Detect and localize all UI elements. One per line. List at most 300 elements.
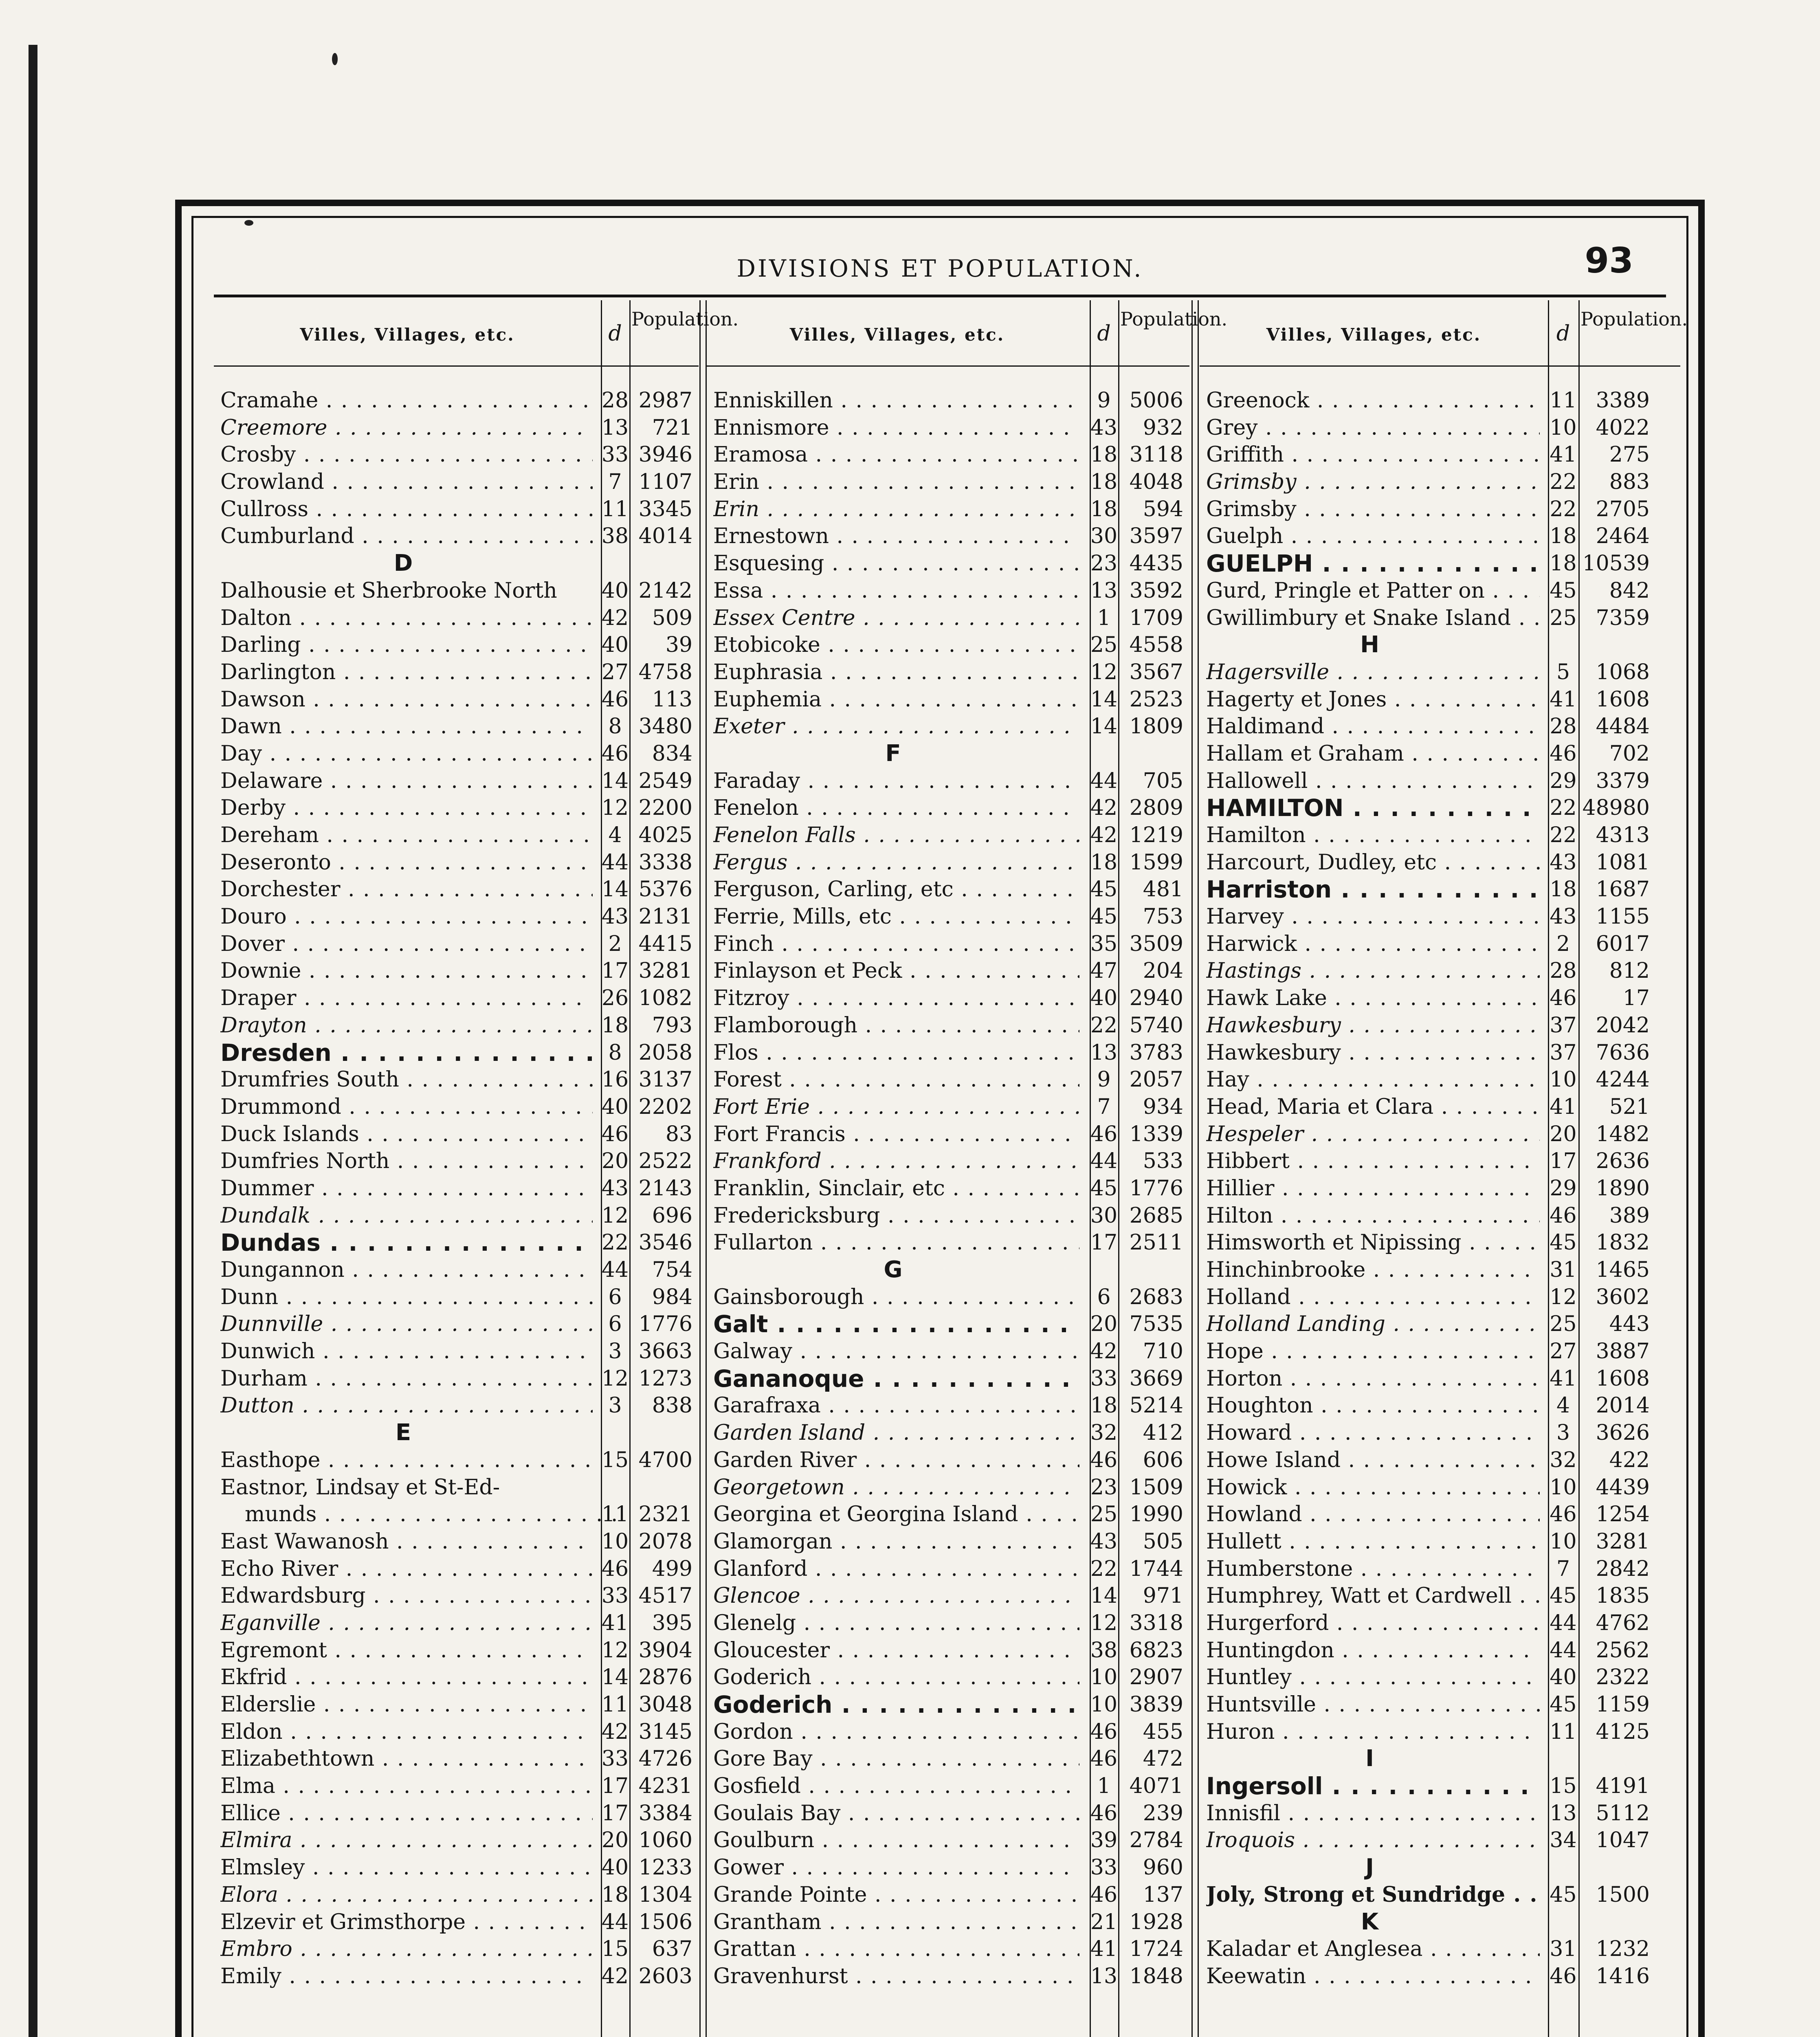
population-value: 422 xyxy=(1609,1447,1650,1472)
population-value: 5376 xyxy=(638,877,692,902)
section-letter: H xyxy=(1360,631,1379,658)
table-row xyxy=(214,469,699,496)
district-number: 33 xyxy=(1090,1855,1118,1880)
population-value: 606 xyxy=(1143,1447,1183,1472)
district-number: 18 xyxy=(1090,497,1118,521)
place-name: Flamborough . . . xyxy=(713,1012,1079,1039)
population-value: 2636 xyxy=(1596,1149,1650,1174)
district-number: 6 xyxy=(608,1285,622,1309)
population-value: 2685 xyxy=(1129,1203,1183,1228)
place-name: Gravenhurst . . . xyxy=(713,1963,1079,1990)
population-value: 3345 xyxy=(638,497,692,521)
table-row xyxy=(214,1691,699,1718)
district-number: 44 xyxy=(1090,768,1118,793)
population-value: 3379 xyxy=(1596,768,1650,793)
district-number: 11 xyxy=(1550,388,1577,413)
population-value: 4758 xyxy=(638,660,692,684)
place-name: Dover . . . xyxy=(220,931,593,958)
population-value: 3546 xyxy=(638,1230,692,1255)
district-number: 41 xyxy=(1090,1937,1118,1962)
district-number: 14 xyxy=(1090,1584,1118,1608)
table-row xyxy=(214,1936,699,1963)
place-name: Eganville . . . xyxy=(220,1610,593,1637)
place-name: Goderich . . . xyxy=(713,1664,1079,1691)
population-value: 1060 xyxy=(638,1828,692,1853)
population-value: 1304 xyxy=(638,1882,692,1907)
district-number: 42 xyxy=(601,605,629,630)
population-value: 3145 xyxy=(638,1719,692,1744)
section-letter: E xyxy=(395,1419,411,1446)
population-value: 812 xyxy=(1609,959,1650,983)
population-value: 3602 xyxy=(1596,1285,1650,1309)
population-value: 696 xyxy=(652,1203,692,1228)
table-row xyxy=(1200,1528,1680,1555)
place-name: Harcourt, Dudley, etc . . . xyxy=(1206,849,1540,876)
section-letter-row xyxy=(707,1256,1189,1284)
population-value: 705 xyxy=(1143,768,1183,793)
population-value: 3318 xyxy=(1129,1610,1183,1635)
header-name: Villes, Villages, etc. xyxy=(1266,325,1481,345)
place-name: Gloucester . . . xyxy=(713,1637,1079,1664)
table-row xyxy=(1200,822,1680,849)
table-row xyxy=(214,1610,699,1637)
table-row xyxy=(707,1311,1189,1338)
population-value: 1232 xyxy=(1596,1937,1650,1962)
district-number: 41 xyxy=(1550,687,1577,712)
table-row xyxy=(1200,849,1680,876)
district-number: 25 xyxy=(1090,633,1118,658)
population-value: 4025 xyxy=(638,823,692,847)
table-row xyxy=(707,876,1189,903)
population-value: 1233 xyxy=(638,1855,692,1880)
place-name: Hibbert . . . xyxy=(1206,1148,1540,1175)
district-number: 18 xyxy=(1550,877,1577,902)
district-number: 46 xyxy=(1550,1964,1577,1989)
district-number: 31 xyxy=(1550,1258,1577,1282)
district-number: 18 xyxy=(1090,442,1118,467)
district-number: 43 xyxy=(601,1176,629,1201)
table-row xyxy=(707,1066,1189,1093)
district-number: 12 xyxy=(1550,1285,1577,1309)
population-value: 1835 xyxy=(1596,1584,1650,1608)
population-value: 2464 xyxy=(1596,524,1650,549)
district-number: 17 xyxy=(1090,1230,1118,1255)
table-row xyxy=(214,631,699,659)
population-value: 1832 xyxy=(1596,1230,1650,1255)
district-number: 43 xyxy=(1090,415,1118,440)
place-name: Fitzroy . . . xyxy=(713,985,1079,1012)
district-number: 33 xyxy=(601,442,629,467)
district-number: 2 xyxy=(608,931,622,956)
place-name: Holland Landing . . . xyxy=(1206,1311,1540,1338)
table-row xyxy=(214,768,699,795)
place-name: Hullett . . . xyxy=(1206,1528,1540,1555)
place-name: Howard . . . xyxy=(1206,1419,1540,1447)
table-row xyxy=(214,1745,699,1773)
place-name: Fort Erie . . . xyxy=(713,1093,1079,1121)
population-value: 3626 xyxy=(1596,1421,1650,1445)
place-name: Euphrasia . . . xyxy=(713,659,1079,686)
district-number: 22 xyxy=(1550,823,1577,847)
place-name: Drumfries South . . . xyxy=(220,1066,593,1093)
population-value: 1509 xyxy=(1129,1475,1183,1500)
place-name: Durham . . . xyxy=(220,1365,593,1392)
table-row xyxy=(707,1474,1189,1501)
table-row xyxy=(1200,931,1680,958)
table-row xyxy=(214,387,699,414)
place-name: Hilton . . . xyxy=(1206,1202,1540,1230)
district-number: 17 xyxy=(601,1774,629,1799)
place-name: Grimsby . . . xyxy=(1206,496,1540,523)
place-name: Glamorgan . . . xyxy=(713,1528,1079,1555)
population-value: 455 xyxy=(1143,1719,1183,1744)
population-value: 3118 xyxy=(1129,442,1183,467)
place-name: Dorchester . . . xyxy=(220,876,593,903)
district-number: 45 xyxy=(1550,1882,1577,1907)
place-name: Huntingdon . . . xyxy=(1206,1637,1540,1664)
population-value: 4762 xyxy=(1596,1610,1650,1635)
table-row xyxy=(707,713,1189,740)
place-name: Erin . . . xyxy=(713,469,1079,496)
place-name: Dalton . . . xyxy=(220,605,593,632)
table-row xyxy=(214,1773,699,1800)
place-name: Hespeler . . . xyxy=(1206,1121,1540,1148)
place-name: Echo River . . . xyxy=(220,1555,593,1583)
district-number: 14 xyxy=(601,1665,629,1690)
district-number: 45 xyxy=(1550,1584,1577,1608)
population-value: 1107 xyxy=(638,470,692,495)
population-value: 5740 xyxy=(1129,1013,1183,1038)
place-name: Dalhousie et Sherbrooke North xyxy=(220,578,557,603)
population-value: 3281 xyxy=(638,959,692,983)
district-number: 32 xyxy=(1550,1447,1577,1472)
population-value: 2603 xyxy=(638,1964,692,1989)
section-letter: K xyxy=(1361,1908,1379,1935)
table-row xyxy=(214,1039,699,1067)
table-row xyxy=(214,1827,699,1854)
district-number: 12 xyxy=(1090,660,1118,684)
table-row xyxy=(707,605,1189,632)
table-row xyxy=(214,1012,699,1039)
place-name: Ferguson, Carling, etc . . . xyxy=(713,876,1079,903)
population-value: 1709 xyxy=(1129,605,1183,630)
place-name: Embro . . . xyxy=(220,1936,593,1963)
population-value: 4125 xyxy=(1596,1719,1650,1744)
place-name: Keewatin . . . xyxy=(1206,1963,1540,1990)
table-row xyxy=(1200,1121,1680,1148)
place-name: munds . . . xyxy=(220,1501,617,1528)
table-row xyxy=(707,1610,1189,1637)
place-name: Essa . . . xyxy=(713,577,1079,605)
section-letter-row xyxy=(1200,631,1680,659)
table-row xyxy=(214,1528,699,1555)
population-value: 395 xyxy=(652,1610,692,1635)
district-number: 15 xyxy=(601,1937,629,1962)
population-value: 2784 xyxy=(1129,1828,1183,1853)
district-number: 17 xyxy=(601,959,629,983)
place-name: Hastings . . . xyxy=(1206,957,1540,985)
place-name: Gower . . . xyxy=(713,1854,1079,1881)
district-number: 46 xyxy=(1090,1719,1118,1744)
table-row xyxy=(707,1121,1189,1148)
population-value: 4231 xyxy=(638,1774,692,1799)
population-value: 3946 xyxy=(638,442,692,467)
table-row xyxy=(707,523,1189,550)
table-row xyxy=(707,1175,1189,1202)
place-name: Grande Pointe . . . xyxy=(713,1881,1079,1909)
table-row xyxy=(1200,605,1680,632)
district-number: 15 xyxy=(1550,1774,1577,1799)
header-district: d xyxy=(608,321,622,346)
population-value: 3480 xyxy=(638,714,692,739)
district-number: 10 xyxy=(1550,1067,1577,1092)
table-row xyxy=(707,496,1189,523)
table-row xyxy=(707,441,1189,469)
population-value: 3389 xyxy=(1596,388,1650,413)
section-letter: G xyxy=(884,1256,903,1283)
place-name: Hallowell . . . xyxy=(1206,768,1540,795)
population-value: 1724 xyxy=(1129,1937,1183,1962)
district-number: 16 xyxy=(601,1067,629,1092)
section-letter: D xyxy=(393,550,413,577)
table-row xyxy=(1200,1610,1680,1637)
district-number: 18 xyxy=(601,1882,629,1907)
population-value: 481 xyxy=(1143,877,1183,902)
population-value: 4415 xyxy=(638,931,692,956)
district-number: 22 xyxy=(1550,796,1577,821)
place-name: Grattan . . . xyxy=(713,1936,1079,1963)
district-number: 45 xyxy=(1550,1692,1577,1717)
place-name: Goulais Bay . . . xyxy=(713,1800,1079,1827)
table-row xyxy=(1200,414,1680,442)
table-row xyxy=(707,1963,1189,1990)
place-name: Hay . . . xyxy=(1206,1066,1540,1093)
table-row xyxy=(214,1582,699,1610)
population-value: 1608 xyxy=(1596,1366,1650,1391)
table-row xyxy=(707,985,1189,1012)
population-value: 1465 xyxy=(1596,1258,1650,1282)
table-row xyxy=(1200,469,1680,496)
population-value: 2202 xyxy=(638,1094,692,1119)
table-row xyxy=(214,1284,699,1311)
population-value: 2562 xyxy=(1596,1638,1650,1663)
population-value: 509 xyxy=(652,605,692,630)
table-row xyxy=(214,822,699,849)
population-value: 3669 xyxy=(1129,1366,1183,1391)
district-number: 40 xyxy=(1550,1665,1577,1690)
district-number: 40 xyxy=(601,1094,629,1119)
district-number: 45 xyxy=(1090,877,1118,902)
table-row xyxy=(1200,1202,1680,1230)
place-name: Etobicoke . . . xyxy=(713,631,1079,659)
place-name: Forest . . . xyxy=(713,1066,1079,1093)
population-value: 5214 xyxy=(1129,1393,1183,1418)
place-name: Elma . . . xyxy=(220,1773,593,1800)
population-value: 4439 xyxy=(1596,1475,1650,1500)
place-name: Houghton . . . xyxy=(1206,1392,1540,1419)
place-name: Hillier . . . xyxy=(1206,1175,1540,1202)
place-name: Elzevir et Grimsthorpe . . . xyxy=(220,1909,593,1936)
place-name: Hamilton . . . xyxy=(1206,822,1540,849)
population-value: 412 xyxy=(1143,1421,1183,1445)
population-value: 472 xyxy=(1143,1747,1183,1771)
table-row xyxy=(214,1881,699,1909)
table-row xyxy=(707,957,1189,985)
table-row xyxy=(707,1718,1189,1746)
district-number: 40 xyxy=(601,633,629,658)
table-row xyxy=(707,1827,1189,1854)
district-number: 3 xyxy=(608,1339,622,1364)
table-row xyxy=(1200,1664,1680,1691)
district-number: 37 xyxy=(1550,1040,1577,1065)
place-name: Eldon . . . xyxy=(220,1718,593,1746)
district-number: 22 xyxy=(1550,470,1577,495)
population-value: 1506 xyxy=(638,1909,692,1934)
table-row xyxy=(214,1311,699,1338)
table-row xyxy=(1200,957,1680,985)
place-name: Douro . . . xyxy=(220,903,593,931)
place-name: Deseronto . . . xyxy=(220,849,593,876)
place-name: Cumburland . . . xyxy=(220,523,593,550)
district-number: 45 xyxy=(1550,1230,1577,1255)
place-name: Joly, Strong et Sundridge . . . xyxy=(1206,1881,1540,1909)
district-number: 10 xyxy=(1550,1529,1577,1554)
table-row xyxy=(214,1121,699,1148)
table-row xyxy=(707,822,1189,849)
entry-list xyxy=(707,367,1189,1990)
district-number: 44 xyxy=(1550,1638,1577,1663)
district-number: 8 xyxy=(608,1040,622,1065)
table-row xyxy=(214,1093,699,1121)
table-row xyxy=(1200,985,1680,1012)
place-name: Guelph . . . xyxy=(1206,523,1540,550)
table-row xyxy=(214,903,699,931)
district-number: 29 xyxy=(1550,768,1577,793)
population-value: 5006 xyxy=(1129,388,1183,413)
population-value: 2522 xyxy=(638,1149,692,1174)
table-row xyxy=(707,849,1189,876)
place-name: Fort Francis . . . xyxy=(713,1121,1079,1148)
place-name: Day . . . xyxy=(220,740,593,768)
table-row xyxy=(1200,768,1680,795)
population-value: 7535 xyxy=(1129,1312,1183,1337)
place-name: Fenelon Falls . . . xyxy=(713,822,1079,849)
population-value: 1990 xyxy=(1129,1502,1183,1527)
district-number: 45 xyxy=(1090,904,1118,929)
place-name: Downie . . . xyxy=(220,957,593,985)
population-value: 754 xyxy=(652,1258,692,1282)
population-value: 521 xyxy=(1609,1094,1650,1119)
population-value: 2078 xyxy=(638,1529,692,1554)
population-value: 4700 xyxy=(638,1447,692,1472)
district-number: 25 xyxy=(1550,605,1577,630)
district-number: 31 xyxy=(1550,1937,1577,1962)
section-letter-row xyxy=(214,550,699,577)
place-name: Enniskillen . . . xyxy=(713,387,1079,414)
district-number: 14 xyxy=(601,768,629,793)
district-number: 7 xyxy=(608,470,622,495)
population-value: 2809 xyxy=(1129,796,1183,821)
population-value: 2131 xyxy=(638,904,692,929)
population-value: 960 xyxy=(1143,1855,1183,1880)
population-value: 533 xyxy=(1143,1149,1183,1174)
table-row xyxy=(214,496,699,523)
population-value: 4071 xyxy=(1129,1774,1183,1799)
population-value: 753 xyxy=(1143,904,1183,929)
table-row xyxy=(214,1148,699,1175)
place-name: Garden River . . . xyxy=(713,1447,1079,1474)
place-name: Erin . . . xyxy=(713,496,1079,523)
section-letter-row xyxy=(1200,1745,1680,1773)
district-number: 40 xyxy=(601,578,629,603)
district-number: 5 xyxy=(1556,660,1570,684)
place-name: Ingersoll . . . xyxy=(1206,1773,1540,1800)
district-number: 38 xyxy=(601,524,629,549)
table-row xyxy=(1200,1773,1680,1800)
district-number: 41 xyxy=(1550,442,1577,467)
population-value: 4014 xyxy=(638,524,692,549)
district-number: 47 xyxy=(1090,959,1118,983)
section-letter-row xyxy=(1200,1909,1680,1936)
place-name: Haldimand . . . xyxy=(1206,713,1540,740)
table-row xyxy=(1200,1827,1680,1854)
population-value: 3281 xyxy=(1596,1529,1650,1554)
table-row xyxy=(214,605,699,632)
table-row xyxy=(214,849,699,876)
district-number: 37 xyxy=(1550,1013,1577,1038)
population-value: 4022 xyxy=(1596,415,1650,440)
table-row xyxy=(707,1148,1189,1175)
table-row xyxy=(1200,1718,1680,1746)
place-name: Gainsborough . . . xyxy=(713,1284,1079,1311)
district-number: 20 xyxy=(601,1149,629,1174)
population-value: 7636 xyxy=(1596,1040,1650,1065)
population-value: 39 xyxy=(665,633,692,658)
place-name: Dummer . . . xyxy=(220,1175,593,1202)
place-name: Edwardsburg . . . xyxy=(220,1582,593,1610)
population-value: 3592 xyxy=(1129,578,1183,603)
place-name: Harriston . . . xyxy=(1206,876,1540,903)
district-number: 18 xyxy=(1550,551,1577,576)
place-name: Iroquois . . . xyxy=(1206,1827,1540,1854)
table-row xyxy=(214,577,699,605)
place-name: Drayton . . . xyxy=(220,1012,593,1039)
district-number: 42 xyxy=(601,1719,629,1744)
population-value: 721 xyxy=(652,415,692,440)
table-row xyxy=(707,631,1189,659)
place-name: Gordon . . . xyxy=(713,1718,1079,1746)
place-name: HAMILTON . . . xyxy=(1206,794,1540,822)
page-number: 93 xyxy=(1585,240,1633,281)
table-row xyxy=(214,713,699,740)
place-name: Hope . . . xyxy=(1206,1338,1540,1365)
population-value: 883 xyxy=(1609,470,1650,495)
place-name: Innisfil . . . xyxy=(1206,1800,1540,1827)
place-name: Easthope . . . xyxy=(220,1447,593,1474)
table-row xyxy=(214,659,699,686)
table-row xyxy=(707,768,1189,795)
table-row xyxy=(214,1175,699,1202)
place-name: Eastnor, Lindsay et St-Ed- xyxy=(220,1475,500,1500)
table-row xyxy=(214,1718,699,1746)
district-number: 44 xyxy=(601,1909,629,1934)
district-number: 13 xyxy=(1090,1040,1118,1065)
district-number: 13 xyxy=(1090,578,1118,603)
section-letter: F xyxy=(885,740,901,767)
table-row xyxy=(707,550,1189,577)
place-name: Hawkesbury . . . xyxy=(1206,1039,1540,1067)
population-value: 2143 xyxy=(638,1176,692,1201)
